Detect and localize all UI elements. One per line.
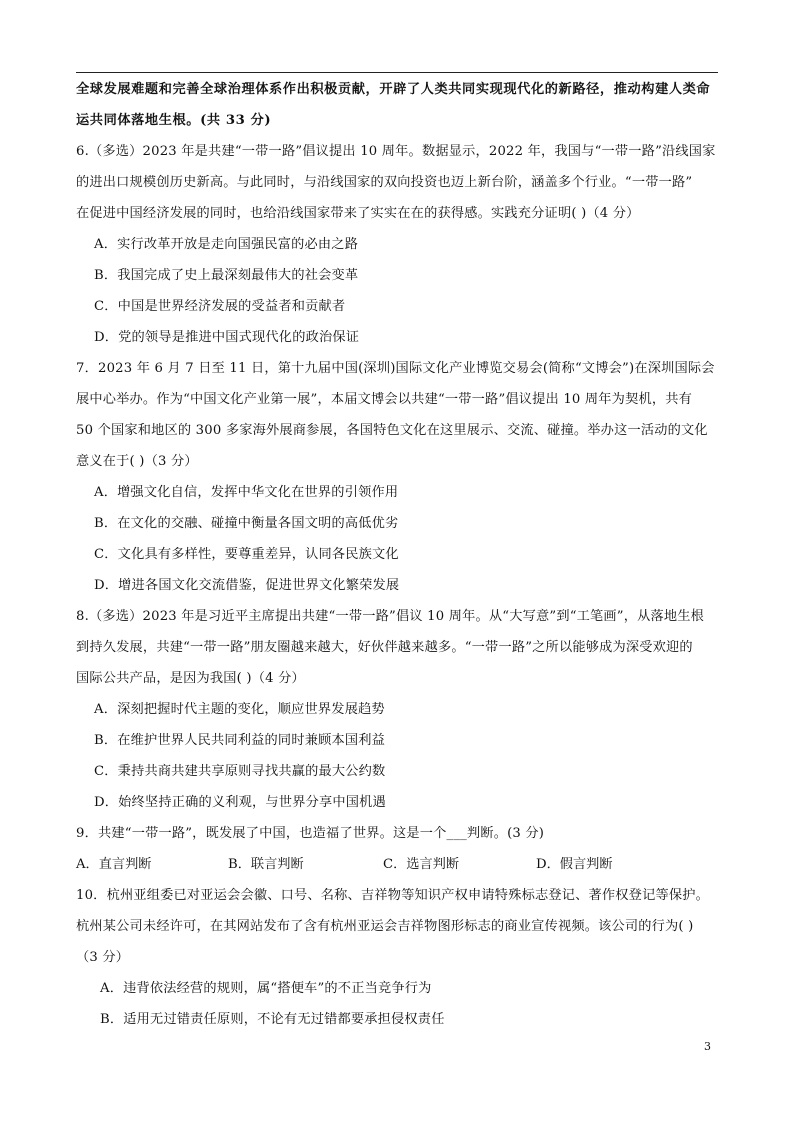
- option-d: D．始终坚持正确的义利观，与世界分享中国机遇: [94, 795, 386, 810]
- option-c: C．中国是世界经济发展的受益者和贡献者: [94, 299, 346, 314]
- question-stem: 的进出口规模创历史新高。与此同时，与沿线国家的双向投资也迈上新台阶，涵盖多个行业。“一带一路”: [76, 175, 693, 190]
- document-body: [76, 74, 724, 1035]
- section-intro: [76, 74, 724, 136]
- question-stem: 9．共建“一带一路”，既发展了中国，也造福了世界。这是一个___判断。(3 分): [76, 826, 545, 841]
- question-stem: 展中心举办。作为“中国文化产业第一展”，本届文博会以共建“一带一路”倡议提出 10 周年为契机，共有: [76, 392, 693, 407]
- option-b: B．联言判断: [228, 857, 304, 872]
- option-d: D．增进各国文化交流借鉴，促进世界文化繁荣发展: [94, 578, 400, 593]
- question-stem: 到持久发展，共建“一带一路”朋友圈越来越大，好伙伴越来越多。“一带一路”之所以能够成为深受欢迎的: [76, 640, 693, 655]
- option-c: C．秉持共商共建共享原则寻找共赢的最大公约数: [94, 764, 386, 779]
- option-b: B．在文化的交融、碰撞中衡量各国文明的高低优劣: [94, 516, 399, 531]
- question-8: [76, 601, 724, 818]
- question-stem: 50 个国家和地区的 300 多家海外展商参展，各国特色文化在这里展示、交流、碰撞。举办这一活动的文化: [76, 423, 708, 438]
- question-stem: 6.（多选）2023 年是共建“一带一路”倡议提出 10 周年。数据显示，2022 年，我国与“一带一路”沿线国家: [76, 144, 716, 159]
- question-10: [76, 880, 724, 1035]
- question-stem: 杭州某公司未经许可，在其网站发布了含有杭州亚运会吉祥物图形标志的商业宣传视频。该公司的行为( ): [76, 919, 694, 934]
- intro-line: 运共同体落地生根。(共 33 分): [76, 113, 272, 128]
- option-d: D．党的领导是推进中国式现代化的政治保证: [94, 330, 360, 345]
- header-rule: [76, 72, 718, 73]
- option-c: C．文化具有多样性，要尊重差异，认同各民族文化: [94, 547, 399, 562]
- option-c: C．选言判断: [383, 857, 460, 872]
- option-a: A．实行改革开放是走向国强民富的必由之路: [94, 237, 359, 252]
- option-d: D．假言判断: [536, 857, 613, 872]
- option-a: A．违背依法经营的规则，属“搭便车”的不正当竞争行为: [100, 981, 432, 996]
- question-7: [76, 353, 724, 601]
- option-b: B．适用无过错责任原则，不论有无过错都要承担侵权责任: [100, 1012, 445, 1027]
- question-stem: 国际公共产品，是因为我国( )（4 分）: [76, 671, 305, 686]
- question-stem: 7．2023 年 6 月 7 日至 11 日，第十九届中国(深圳)国际文化产业博览交易会(简称“文博会”)在深圳国际会: [76, 361, 715, 376]
- page-number: 3: [704, 1040, 711, 1053]
- question-stem: 在促进中国经济发展的同时，也给沿线国家带来了实实在在的获得感。实践充分证明( )（4 分）: [76, 206, 640, 221]
- option-b: B．我国完成了史上最深刻最伟大的社会变革: [94, 268, 359, 283]
- question-stem: 8.（多选）2023 年是习近平主席提出共建“一带一路”倡议 10 周年。从“大写意”到“工笔画”，从落地生根: [76, 609, 705, 624]
- option-b: B．在维护世界人民共同利益的同时兼顾本国利益: [94, 733, 386, 748]
- question-9: [76, 818, 724, 880]
- option-a: A．直言判断: [76, 857, 152, 872]
- inline-options: [76, 849, 724, 880]
- intro-line: 全球发展难题和完善全球治理体系作出积极贡献，开辟了人类共同实现现代化的新路径，推动构建人类命: [76, 82, 711, 97]
- question-6: [76, 136, 724, 353]
- question-stem: 意义在于( )（3 分）: [76, 454, 198, 469]
- question-stem: （3 分）: [76, 950, 130, 965]
- option-a: A．深刻把握时代主题的变化，顺应世界发展趋势: [94, 702, 385, 717]
- question-stem: 10．杭州亚组委已对亚运会会徽、口号、名称、吉祥物等知识产权申请特殊标志登记、著作权登记等保护。: [76, 888, 710, 903]
- option-a: A．增强文化自信，发挥中华文化在世界的引领作用: [94, 485, 399, 500]
